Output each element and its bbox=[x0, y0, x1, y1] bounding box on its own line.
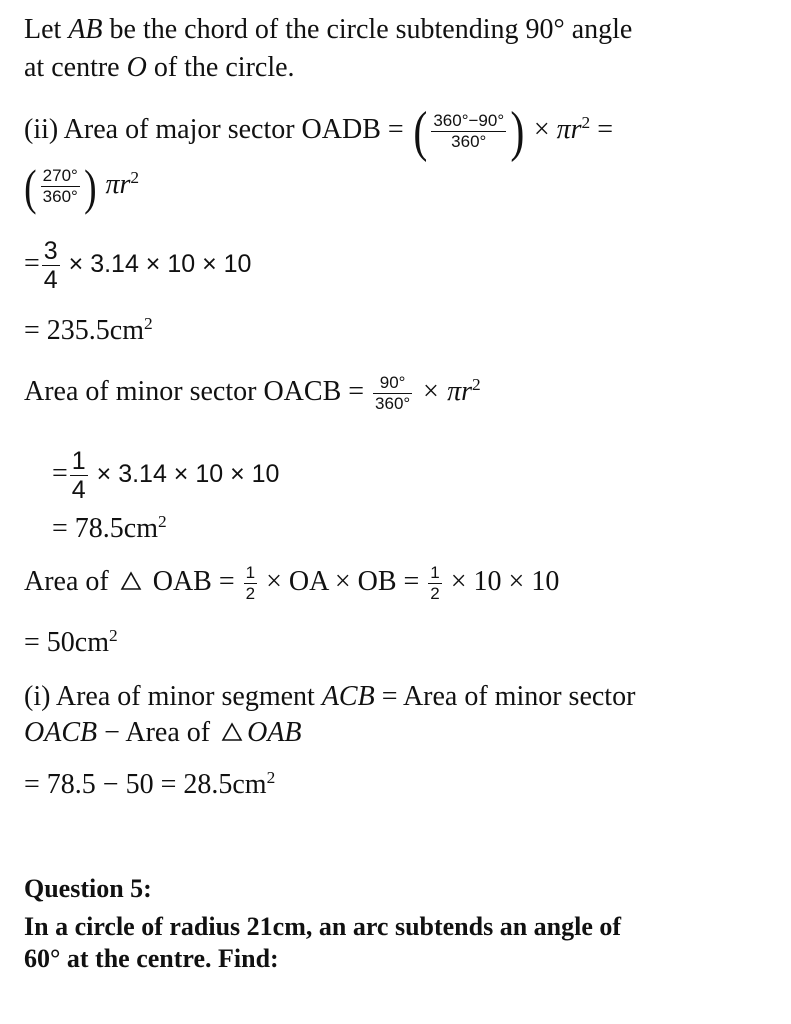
segment-label: ACB bbox=[321, 681, 375, 712]
text: at centre bbox=[24, 52, 127, 83]
major-sector-line bbox=[24, 100, 613, 163]
text: Area of bbox=[24, 566, 116, 597]
triangle-label: OAB bbox=[247, 717, 302, 748]
minor-sector-step bbox=[52, 436, 279, 512]
question-line-2: 60° at the centre. Find: bbox=[24, 944, 279, 973]
paren-close: ) bbox=[83, 158, 97, 215]
times: × bbox=[526, 114, 557, 145]
text: of the circle. bbox=[146, 52, 295, 83]
chord-label: AB bbox=[68, 14, 103, 45]
intro-line-2 bbox=[24, 51, 295, 85]
pi-r: × πr bbox=[414, 376, 473, 407]
multiplication: × 3.14 × 10 × 10 bbox=[61, 250, 252, 278]
exponent: 2 bbox=[130, 168, 140, 188]
pi-r: πr bbox=[98, 169, 131, 200]
text: × OA × OB = bbox=[259, 566, 427, 597]
minor-segment-result bbox=[24, 768, 275, 805]
major-sector-label: (ii) Area of major sector OADB = bbox=[24, 114, 411, 145]
numerator: 3 bbox=[43, 236, 58, 265]
text: (i) Area of minor segment bbox=[24, 681, 322, 712]
question-line-1: In a circle of radius 21cm, an arc subtends an angle of bbox=[24, 912, 622, 941]
multiplication: × 3.14 × 10 × 10 bbox=[89, 460, 280, 488]
exponent: 2 bbox=[266, 768, 276, 788]
fraction-1-2 bbox=[244, 564, 257, 603]
major-sector-line-2 bbox=[22, 155, 139, 218]
exponent: 2 bbox=[109, 626, 118, 646]
triangle-icon bbox=[120, 571, 142, 591]
denominator: 4 bbox=[71, 476, 86, 505]
numerator: 360°−90° bbox=[433, 111, 505, 131]
numerator: 90° bbox=[379, 373, 406, 393]
paren-open: ( bbox=[413, 100, 428, 163]
major-sector-result bbox=[24, 314, 153, 351]
exponent: 2 bbox=[581, 113, 591, 133]
numerator: 1 bbox=[430, 563, 440, 583]
exponent: 2 bbox=[144, 314, 153, 334]
intro-line-1 bbox=[24, 13, 632, 47]
text: be the chord of the circle subtending 90° angle bbox=[102, 14, 633, 45]
question-title: Question 5: bbox=[24, 874, 152, 903]
denominator: 360° bbox=[375, 394, 411, 414]
denominator: 2 bbox=[245, 584, 256, 604]
text: × 10 × 10 bbox=[443, 566, 560, 597]
equals: = bbox=[24, 248, 40, 279]
paren-open: ( bbox=[24, 158, 37, 215]
fraction-90-360 bbox=[373, 374, 412, 413]
exponent: 2 bbox=[472, 375, 481, 395]
fraction-360-minus-90 bbox=[431, 112, 506, 151]
fraction-3-4 bbox=[42, 238, 60, 294]
minor-sector-label: Area of minor sector OACB = bbox=[24, 376, 372, 407]
denominator: 4 bbox=[43, 266, 58, 295]
minor-sector-result bbox=[52, 512, 167, 549]
triangle-result bbox=[24, 626, 118, 663]
result: = 78.5cm bbox=[52, 513, 158, 544]
fraction-1-2 bbox=[428, 564, 441, 603]
denominator: 360° bbox=[451, 132, 487, 152]
fraction-270-360 bbox=[41, 167, 80, 206]
text: OAB = bbox=[145, 566, 242, 597]
minor-segment-line-2 bbox=[24, 716, 302, 750]
equals: = bbox=[52, 458, 68, 489]
equals: = bbox=[590, 114, 614, 145]
text: Let bbox=[24, 14, 69, 45]
denominator: 360° bbox=[42, 187, 78, 207]
triangle-icon bbox=[221, 722, 243, 742]
triangle-line bbox=[24, 552, 559, 612]
pi-r: πr bbox=[556, 114, 582, 145]
minor-segment-line-1 bbox=[24, 680, 635, 714]
result: = 235.5cm bbox=[24, 315, 144, 346]
sector-label: OACB bbox=[24, 717, 98, 748]
fraction-1-4 bbox=[70, 448, 88, 504]
minor-sector-line bbox=[24, 362, 481, 425]
result: = 78.5 − 50 = 28.5cm bbox=[24, 769, 267, 800]
numerator: 1 bbox=[71, 446, 86, 475]
exponent: 2 bbox=[158, 512, 167, 532]
text: = Area of minor sector bbox=[374, 681, 636, 712]
denominator: 2 bbox=[430, 584, 440, 604]
numerator: 1 bbox=[245, 563, 256, 583]
paren-close: ) bbox=[510, 100, 525, 163]
text: − Area of bbox=[97, 717, 218, 748]
centre-label: O bbox=[126, 52, 147, 83]
result: = 50cm bbox=[24, 627, 109, 658]
major-sector-step bbox=[24, 226, 251, 302]
numerator: 270° bbox=[42, 166, 78, 186]
